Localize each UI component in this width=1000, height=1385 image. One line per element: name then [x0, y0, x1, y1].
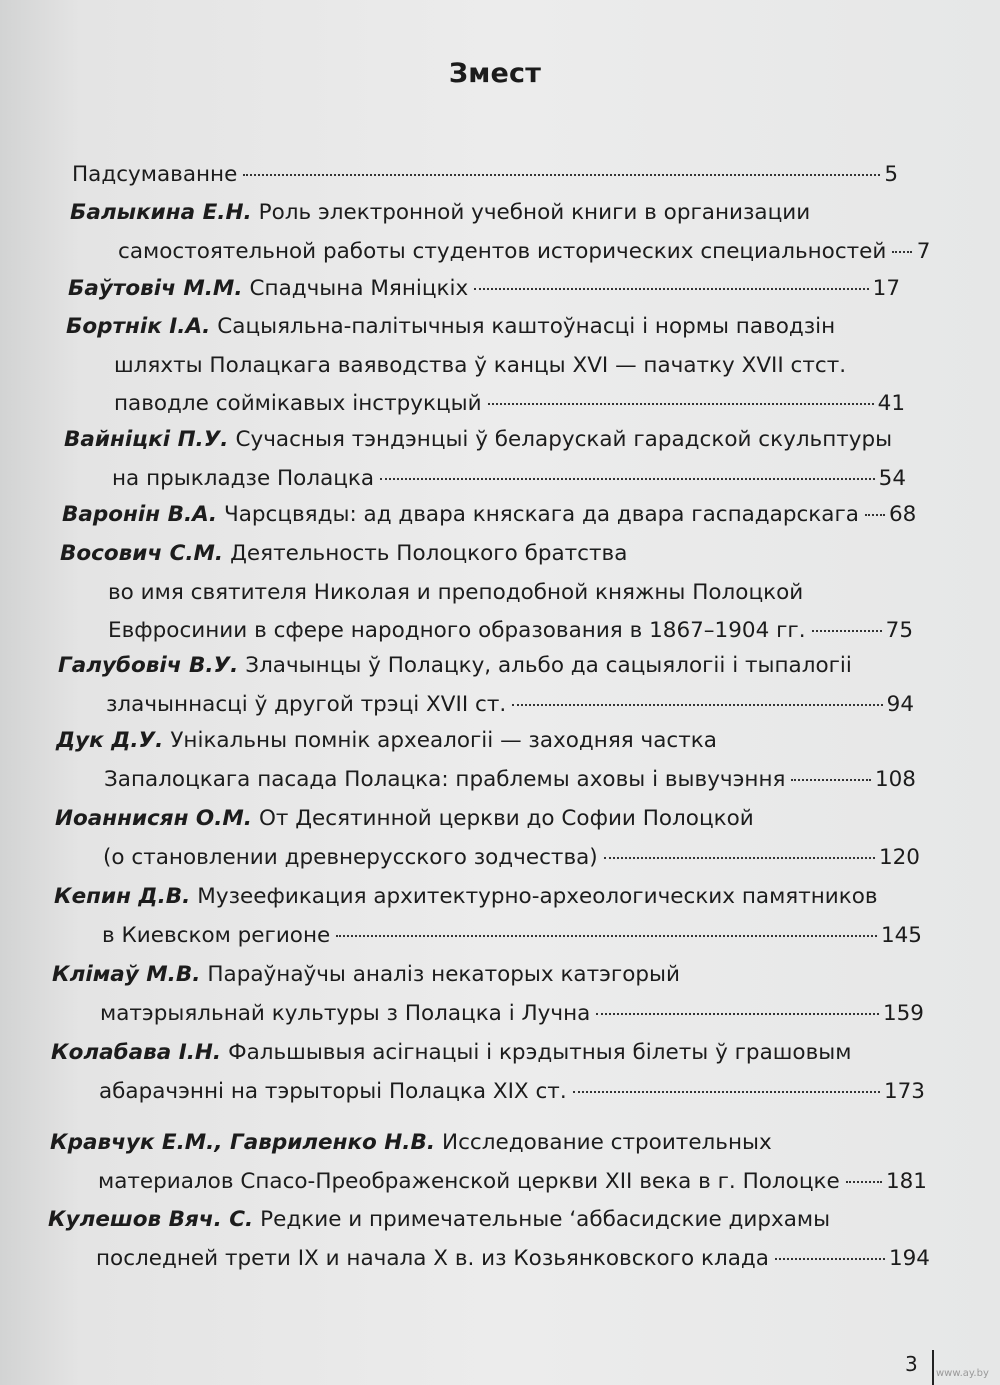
- dot-leader: [846, 1181, 882, 1183]
- toc-title: самостоятельной работы студентов исторических специальностей: [118, 238, 887, 264]
- toc-entry-line: [70, 233, 931, 272]
- toc-entry-line: [58, 647, 914, 686]
- toc-title: Роль электронной учебной книги в организации: [258, 200, 811, 225]
- toc-page-number: 54: [878, 465, 906, 491]
- toc-entry: [56, 722, 916, 799]
- toc-title: Редкие и примечательные ‘аббасидские дирхамы: [260, 1207, 831, 1232]
- dot-leader: [380, 478, 875, 480]
- toc-page-number: 5: [884, 162, 898, 187]
- toc-title: шляхты Полацкага ваяводства ў канцы XVI — пачатку XVII стст.: [114, 352, 847, 378]
- toc-title: Музеефикация архитектурно-археологических памятников: [197, 884, 878, 909]
- toc-title: матэрыяльнай культуры з Полацка і Лучна: [100, 1000, 591, 1026]
- toc-author: Галубовіч В.У.: [58, 653, 239, 678]
- dot-leader: [512, 704, 882, 706]
- toc-author: Колабава І.Н.: [51, 1040, 222, 1065]
- toc-title: От Десятинной церкви до Софии Полоцкой: [258, 806, 754, 831]
- dot-leader: [243, 174, 880, 176]
- toc-title: Сацыяльна-палітычныя каштоўнасці і нормы паводзін: [217, 314, 836, 339]
- toc-entry-line: [51, 1073, 925, 1112]
- toc-author: Клімаў М.В.: [52, 962, 201, 987]
- toc-title: Фальшывыя асігнацыі і крэдытныя білеты ў грашовым: [228, 1040, 852, 1065]
- toc-entry-line: [66, 308, 905, 347]
- toc-entry: [50, 1124, 927, 1201]
- toc-entry: [58, 647, 914, 724]
- toc-entry-line: [66, 385, 905, 424]
- dot-leader: [474, 288, 868, 290]
- dot-leader: [596, 1013, 879, 1015]
- dot-leader: [775, 1258, 885, 1260]
- toc-entry: [60, 535, 913, 651]
- watermark: www.ay.by: [936, 1368, 989, 1379]
- toc-entry-line: [64, 460, 906, 499]
- toc-entry-line: [55, 839, 920, 878]
- toc-entry-line: [60, 612, 913, 651]
- toc-author: Иоаннисян О.М.: [55, 806, 252, 831]
- dot-leader: [812, 630, 882, 632]
- toc-author: Баўтовіч М.М.: [68, 276, 243, 301]
- toc-author: Бортнік І.А.: [66, 314, 211, 339]
- toc-title: паводле соймікавых інструкцый: [114, 391, 482, 416]
- toc-page-number: 108: [874, 766, 916, 792]
- toc-entry: [72, 156, 898, 195]
- toc-entry: [48, 1201, 930, 1278]
- toc-entry-line: [66, 347, 905, 386]
- toc-author: Восович С.М.: [60, 541, 224, 566]
- toc-entry-line: [52, 995, 924, 1034]
- toc-entry: [55, 800, 920, 877]
- toc-page-number: 17: [872, 276, 900, 301]
- toc-author: Балыкина Е.Н.: [70, 200, 252, 225]
- toc-author: Кравчук Е.М., Гавриленко Н.В.: [50, 1130, 436, 1155]
- dot-leader: [604, 857, 875, 859]
- toc-entry: [54, 878, 922, 955]
- toc-page-number: 7: [916, 238, 931, 264]
- toc-entry-line: [60, 535, 913, 574]
- dot-leader: [791, 779, 870, 781]
- toc-page-number: 159: [882, 1000, 924, 1026]
- toc-title: материалов Спасо-Преображенской церкви XII века в г. Полоцке: [98, 1168, 840, 1194]
- toc-title: Параўнаўчы аналіз некаторых катэгорый: [207, 962, 680, 987]
- toc-page-number: 41: [877, 391, 905, 416]
- toc-title: Чарсцвяды: ад двара княскага да двара гаспадарскага: [223, 502, 859, 527]
- toc-entry-line: [50, 1124, 927, 1163]
- toc-entry-line: [58, 686, 914, 725]
- toc-page-number: 94: [886, 691, 914, 717]
- toc-title: Деятельность Полоцкого братства: [230, 541, 628, 566]
- toc-title: Исследование строительных: [442, 1130, 772, 1155]
- toc-title: Спадчына Мяніцкіх: [249, 276, 469, 301]
- toc-entry-line: [52, 956, 924, 995]
- toc-entry-line: [51, 1034, 925, 1073]
- toc-author: Кепин Д.В.: [54, 884, 191, 909]
- toc-entry: [66, 308, 905, 424]
- toc-title: Евфросинии в сфере народного образования в 1867–1904 гг.: [108, 618, 806, 643]
- dot-leader: [488, 403, 874, 405]
- dot-leader: [336, 935, 877, 937]
- toc-title: Сучасныя тэндэнцыі ў беларускай гарадской скульптуры: [235, 427, 893, 452]
- toc-page-number: 173: [883, 1078, 925, 1104]
- toc-title: Унікальны помнік археалогіі — заходняя частка: [170, 728, 717, 753]
- page-number: 3: [905, 1352, 918, 1376]
- toc-entry-line: [54, 917, 922, 956]
- toc-entry-line: [50, 1163, 927, 1202]
- folio-divider: [932, 1350, 934, 1385]
- toc-author: Дук Д.У.: [56, 728, 164, 753]
- toc-title: (о становлении древнерусского зодчества): [103, 844, 598, 870]
- toc-entry-line: [64, 421, 906, 460]
- toc-entry: [70, 194, 931, 271]
- toc-entry-line: [48, 1201, 930, 1240]
- toc-author: Варонін В.А.: [62, 502, 217, 527]
- toc-entry-line: [60, 574, 913, 613]
- toc-entry-line: [48, 1240, 930, 1279]
- toc-entry-line: [54, 878, 922, 917]
- dot-leader: [892, 251, 912, 253]
- toc-page-number: 120: [878, 844, 920, 870]
- toc-author: Кулешов Вяч. С.: [48, 1207, 254, 1232]
- toc-title: абарачэнні на тэрыторыі Полацка XIX ст.: [99, 1078, 567, 1104]
- toc-entry-line: [56, 722, 916, 761]
- toc-title: в Киевском регионе: [102, 922, 331, 948]
- toc-heading: Змест: [448, 58, 542, 89]
- toc-title: Запалоцкага пасада Полацка: праблемы аховы і вывучэння: [104, 766, 786, 792]
- toc-entry-line: [56, 761, 916, 800]
- toc-entry-line: [62, 496, 917, 535]
- toc-page-number: 194: [888, 1245, 930, 1271]
- toc-entry: [64, 421, 906, 498]
- toc-entry: [52, 956, 924, 1033]
- toc-title: на прыкладзе Полацка: [112, 465, 375, 491]
- toc-entry-line: [55, 800, 920, 839]
- toc-page-number: 145: [880, 922, 922, 948]
- toc-page-number: 181: [885, 1168, 927, 1194]
- toc-title: последней трети IX и начала X в. из Козьянковского клада: [96, 1245, 769, 1271]
- dot-leader: [573, 1091, 880, 1093]
- toc-entry: [68, 270, 900, 309]
- toc-title: Падсумаванне: [72, 162, 238, 187]
- toc-entry-line: [72, 156, 898, 195]
- toc-title: Злачынцы ў Полацку, альбо да сацыялогіі і тыпалогіі: [245, 653, 852, 678]
- toc-entry-line: [70, 194, 898, 233]
- toc-title: злачыннасці ў другой трэці XVII ст.: [106, 691, 507, 717]
- toc-entry: [62, 496, 917, 535]
- toc-entry-line: [68, 270, 900, 309]
- dot-leader: [865, 514, 885, 516]
- toc-title: во имя святителя Николая и преподобной княжны Полоцкой: [108, 579, 804, 605]
- toc-page-number: 75: [885, 618, 913, 643]
- toc-entry: [51, 1034, 925, 1111]
- toc-page-number: 68: [888, 502, 917, 527]
- toc-author: Вайніцкі П.У.: [64, 427, 229, 452]
